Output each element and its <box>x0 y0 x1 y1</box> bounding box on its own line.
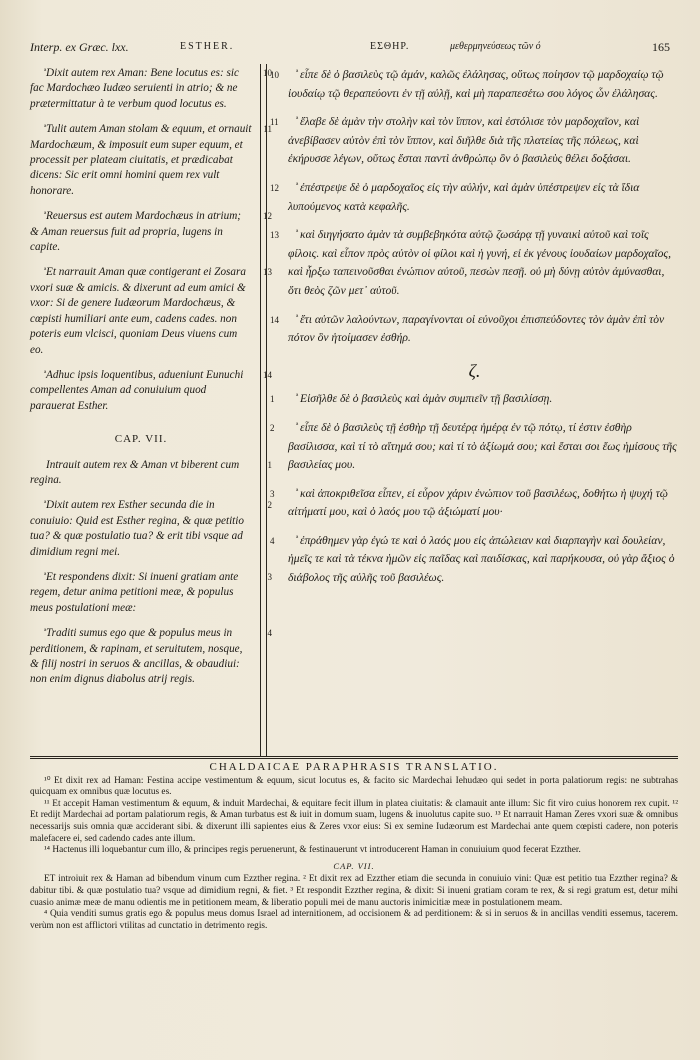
verse-number: 4 <box>270 535 275 546</box>
verse: 13 ª καὶ διηγήσατο ἀμὰν τὰ συμβεβηκότα αὐτῷ ζωσάρᾳ τῇ γυναικὶ αὐτοῦ καὶ τοῖς φίλοις. καὶ εἶπον πρὸς αὐτὸν οἱ φίλοι καὶ ἡ γυνή, εἰ ἐκ γένους ἰουδαίων μαρδοχαῖος, καὶ ἦρξω ταπεινοῦσθαι ἐνώπιον αὐτοῦ, πεσὼν πεσῇ. οὐ μὴ δύνῃ αὐτὸν ἀμύνασθαι, ὅτι θεὸς ζῶν μετ᾽ αὐτοῦ. <box>272 226 677 300</box>
verse-text: Dixit autem rex Esther secunda die in conuiuio: Quid est Esther regina, & quæ petitio tua? & quæ postulatio tua? & erit tibi vsque ad dimidium regni mei. <box>30 499 244 558</box>
verse-text: Εἰσῆλθε δὲ ὁ βασιλεὺς καὶ ἀμὰν συμπιεῖν τῇ βασιλίσσῃ. <box>300 392 553 406</box>
verse: ª Adhuc ipsis loquentibus, adueniunt Eunuchi compellentes Aman ad conuiuium quod parauerat Esther. 14 <box>30 368 252 414</box>
verse: ª Dixit autem rex Aman: Bene locutus es: sic fac Mardochæo Iudæo seruienti in atrio; & ne prætermittatur à te verbum quod locutus es. 10 <box>30 66 252 112</box>
verse <box>30 458 272 489</box>
verse-number: 13 <box>270 230 279 241</box>
verse-text: εἶπε δὲ ὁ βασιλεὺς τῷ ἀμάν, καλῶς ἐλάλησας, οὕτως ποίησον τῷ μαρδοχαίῳ τῷ ἰουδαίῳ τῷ θεραπεύοντι ἐν τῇ αὐλῇ, καὶ μὴ παραπεσέτω σου λόγος ὧν ἐλάλησας. <box>288 68 664 100</box>
verse: ª Reuersus est autem Mardochæus in atrium; & Aman reuersus fuit ad propria, lugens in capite. 12 <box>30 209 252 255</box>
verse: 12 ª ἐπέστρεψε δὲ ὁ μαρδοχαῖος εἰς τὴν αὐλήν, καὶ ἀμὰν ὑπέστρεψεν εἰς τὰ ἴδια λυπούμενος κατὰ κεφαλῆς. <box>272 179 677 216</box>
verse-number: 2 <box>267 500 272 511</box>
verse-text: ἐπράθημεν γὰρ ἐγώ τε καὶ ὁ λαός μου εἰς ἀπώλειαν καὶ διαρπαγὴν καὶ δουλείαν, ἡμεῖς τε καὶ τὰ τέκνα ἡμῶν εἰς παῖδας καὶ παιδίσκας, καὶ παρήκουσα, οὐ γὰρ ἄξιος ὁ διάβολος τῆς αὐλῆς τοῦ βασιλέως. <box>288 533 675 585</box>
running-head-book-greek: ΕΣΘΗΡ. <box>370 41 410 52</box>
verse: 3 ª καὶ ἀποκριθεῖσα εἶπεν, εἰ εὗρον χάριν ἐνώπιον τοῦ βασιλέως, δοθήτω ἡ ψυχή τῷ αἰτήματί μου, καὶ ὁ λαός μου τῷ ἀξιώματί μου· <box>272 485 677 522</box>
verse-text: καὶ διηγήσατο ἀμὰν τὰ συμβεβηκότα αὐτῷ ζωσάρᾳ τῇ γυναικὶ αὐτοῦ καὶ τοῖς φίλοις. καὶ εἶπον πρὸς αὐτὸν οἱ φίλοι καὶ ἡ γυνή, εἰ ἐκ γένους ἰουδαίων μαρδοχαῖος, καὶ ἦρξω ταπεινοῦσθαι ἐνώπιον αὐτοῦ, πεσὼν πεσῇ. οὐ μὴ δύνῃ αὐτὸν ἀμύνασθαι, ὅτι θεὸς ζῶν μετ᾽ αὐτοῦ. <box>288 228 672 297</box>
verse-number: 11 <box>263 124 272 135</box>
verse-number: 1 <box>270 394 275 405</box>
column-divider <box>266 64 267 756</box>
page-number: 165 <box>652 40 670 54</box>
chaldaic-paraphrase <box>30 762 678 932</box>
verse-number: 10 <box>270 70 279 80</box>
verse: ª Et narrauit Aman quæ contigerant ei Zosara vxori suæ & amicis. & dixerunt ad eum amici & vxor: Si de genere Iudæorum Mardochæus, & cœpisti humiliari ante eum, cadens cades. non poteris eum vlcisci, quoniam Deus viuens cum eo. 13 <box>30 265 252 357</box>
verse: 10 ª εἶπε δὲ ὁ βασιλεὺς τῷ ἀμάν, καλῶς ἐλάλησας, οὕτως ποίησον τῷ μαρδοχαίῳ τῷ ἰουδαίῳ τῷ θεραπεύοντι ἐν τῇ αὐλῇ, καὶ μὴ παραπεσέτω σου λόγος ὧν ἐλάλησας. <box>272 66 677 103</box>
verse-text: ἐπέστρεψε δὲ ὁ μαρδοχαῖος εἰς τὴν αὐλήν, καὶ ἀμὰν ὑπέστρεψεν εἰς τὰ ἴδια λυπούμενος κατὰ κεφαλῆς. <box>288 180 640 213</box>
verse-text: Reuersus est autem Mardochæus in atrium; & Aman reuersus fuit ad propria, lugens in capite. <box>30 210 242 254</box>
verse-text: ἔλαβε δὲ ἀμὰν τὴν στολὴν καὶ τὸν ἵππον, καὶ ἐστόλισε τὸν μαρδοχαῖον, καὶ ἀνεβίβασεν αὐτὸν ἐπὶ τὸν ἵππον, καὶ διῆλθε διὰ τῆς πλατείας τῆς πόλεως, καὶ ἐκήρυσσε λέγων, οὕτως ἔσται παντὶ ἀνθρώπῳ ὃν ὁ βασιλεὺς θέλει δοξάσαι. <box>288 115 640 166</box>
verse-text: καὶ ἀποκριθεῖσα εἶπεν, εἰ εὗρον χάριν ἐνώπιον τοῦ βασιλέως, δοθήτω ἡ ψυχή τῷ αἰτήματί μου, καὶ ὁ λαός μου τῷ ἀξιώματί μου· <box>288 486 668 519</box>
column-divider <box>260 64 261 756</box>
greek-column <box>272 66 677 598</box>
verse: 2 ª εἶπε δὲ ὁ βασιλεὺς τῇ ἐσθὴρ τῇ δευτέρᾳ ἡμέρᾳ ἐν τῷ πότῳ, τί ἐστιν ἐσθὴρ βασίλισσα, καὶ τί τὸ αἴτημά σου; καὶ τί τὸ ἀξίωμά σου; καὶ ἔσται σοι ἕως ἡμίσους τῆς βασιλείας μου. <box>272 419 677 475</box>
running-head <box>30 40 670 60</box>
verse-number: 2 <box>270 422 275 433</box>
verse-number: 14 <box>263 369 272 380</box>
verse-number: 13 <box>263 267 272 278</box>
verse: 4 ª ἐπράθημεν γὰρ ἐγώ τε καὶ ὁ λαός μου εἰς ἀπώλειαν καὶ διαρπαγὴν καὶ δουλείαν, ἡμεῖς τε καὶ τὰ τέκνα ἡμῶν εἰς παῖδας καὶ παιδίσκας, καὶ παρήκουσα, οὐ γὰρ ἄξιος ὁ διάβολος τῆς αὐλῆς τοῦ βασιλέως. <box>272 532 677 588</box>
chapter-heading-greek: ζ. <box>468 360 481 381</box>
verse: ª Traditi sumus ego que & populus meus in perditionem, & rapinam, et seruitutem, nosque, & filij nostri in seruos & ancillas, & obaudiui: non enim dignus diabolus atrij regis. 4 <box>30 626 252 688</box>
running-head-note: μεθερμηνεύσεως τῶν ό <box>450 41 541 52</box>
verse-number: 3 <box>270 488 275 499</box>
verse-number: 12 <box>270 182 279 193</box>
verse-number: 1 <box>267 459 272 470</box>
latin-column <box>30 66 272 698</box>
verse: 1 ª Εἰσῆλθε δὲ ὁ βασιλεὺς καὶ ἀμὰν συμπιεῖν τῇ βασιλίσσῃ. <box>272 390 677 409</box>
verse-text: Et narrauit Aman quæ contigerant ei Zosara vxori suæ & amicis. & dixerunt ad eum amici & vxor: Si de genere Iudæorum Mardochæus, & cœpisti humiliari ante eum, cadens cades. non poteris eum vlcisci, quoniam Deus viuens cum eo. <box>30 266 246 356</box>
paraphrase-paragraph: ⁴ Quia venditi sumus gratis ego & populus meus domus Israel ad internitionem, ad occisionem & ad perditionem: & si in seruos & in ancillas venditi essemus, tacerem. verùm non est afflictori vtilitas ad cunctatio in detrimento regis. <box>30 909 678 931</box>
paraphrase-heading: CHALDAICAE PARAPHRASIS TRANSLATIO. <box>209 761 499 773</box>
verse-text: Adhuc ipsis loquentibus, adueniunt Eunuchi compellentes Aman ad conuiuium quod parauerat Esther. <box>30 368 244 412</box>
verse-text: Dixit autem rex Aman: Bene locutus es: sic fac Mardochæo Iudæo seruienti in atrio; & ne prætermittatur à te verbum quod locutus es. <box>30 67 239 110</box>
verse: ª Et respondens dixit: Si inueni gratiam ante regem, detur anima petitioni meæ, & populus meus postulationi meæ: 3 <box>30 570 252 616</box>
verse-text: ἔτι αὐτῶν λαλούντων, παραγίνονται οἱ εὐνοῦχοι ἐπισπεύδοντες τὸν ἀμὰν ἐπὶ τὸν πότον ὃν ἡτοίμασεν ἐσθήρ. <box>288 312 665 345</box>
section-rule <box>30 756 678 757</box>
running-head-left: Interp. ex Græc. lxx. <box>30 40 129 54</box>
section-rule <box>30 758 678 759</box>
paraphrase-paragraph: ¹¹ Et accepit Haman vestimentum & equum, & induit Mardechai, & equitare fecit illum in platea ciuitatis: & clamauit ante illum: Sic fit viro cuius honorem rex cupit. ¹² Et redijt Mardechai ad portam palatiorum regis, & Aman turbatus est & iuit in domum suam, lugens & inuolutus capite suo. ¹³ Et narrauit Haman Zeres vxori suæ & omnibus necessarijs suis omnia quæ acciderant sibi. & dixerunt illi sapientes eius & Zeres vxor eius: Si ex semine Iudæorum est Mardechai ante quem cœpisti cadere, non poteris malefacere ei, sed cadendo cades ante illum. <box>30 798 678 844</box>
paraphrase-paragraph: ET introiuit rex & Haman ad bibendum vinum cum Ezzther regina. ² Et dixit rex ad Ezzther etiam die secunda in conuiuio vini: Quæ est petitio tua Ezzther regina? & dabitur tibi. & quæ postulatio tua? vsque ad dimidium regni, & fiet. ³ Et respondit Ezzther regina, & dixit: Si inueni gratiam coram te rex, & si regi gratum est, detur mihi cuasio animæ meæ de manu odientis me in petitionem meam, & liberatio populi mei de manu auctoris inimicitiæ meæ in postulationem meam. <box>30 874 678 908</box>
paraphrase-paragraph: ¹⁰ Et dixit rex ad Haman: Festina accipe vestimentum & equum, sicut locutus es, & facito sic Mardechai Iehudæo qui sedet in porta palatiorum regis: ne subtrahas quicquam ex omnibus quæ locutus es. <box>30 775 678 798</box>
verse-text: εἶπε δὲ ὁ βασιλεὺς τῇ ἐσθὴρ τῇ δευτέρᾳ ἡμέρᾳ ἐν τῷ πότῳ, τί ἐστιν ἐσθὴρ βασίλισσα, καὶ τί τὸ αἴτημά σου; καὶ τί τὸ ἀξίωμά σου; καὶ ἔσται σοι ἕως ἡμίσους τῆς βασιλείας μου. <box>288 420 677 472</box>
paraphrase-paragraph: ¹⁴ Hactenus illi loquebantur cum illo, & principes regis peruenerunt, & festinauerunt vt introducerent Haman in conuiuium quod fecerat Ezzther. <box>44 845 581 856</box>
verse-text: Traditi sumus ego que & populus meus in perditionem, & rapinam, et seruitutem, nosque, & filij nostri in seruos & ancillas, & obaudiui: non enim dignus diabolus atrij regis. <box>30 627 243 686</box>
verse-text: Et respondens dixit: Si inueni gratiam ante regem, detur anima petitioni meæ, & populus meus postulationi meæ: <box>30 570 239 614</box>
verse: 11 ª ἔλαβε δὲ ἀμὰν τὴν στολὴν καὶ τὸν ἵππον, καὶ ἐστόλισε τὸν μαρδοχαῖον, καὶ ἀνεβίβασεν αὐτὸν ἐπὶ τὸν ἵππον, καὶ διῆλθε διὰ τῆς πλατείας τῆς πόλεως, καὶ ἐκήρυσσε λέγων, οὕτως ἔσται παντὶ ἀνθρώπῳ ὃν ὁ βασιλεὺς θέλει δοξάσαι. <box>272 113 677 169</box>
verse-number: 14 <box>270 314 279 325</box>
verse-text: Intrauit autem rex & Aman vt biberent cum regina. <box>30 458 240 486</box>
verse-number: 3 <box>267 571 272 582</box>
running-head-book-latin: ESTHER. <box>180 41 235 52</box>
verse: ª Dixit autem rex Esther secunda die in conuiuio: Quid est Esther regina, & quæ petitio tua? & quæ postulatio tua? & erit tibi vsque ad dimidium regni mei. 2 <box>30 498 252 560</box>
verse-text: Tulit autem Aman stolam & equum, et ornauit Mardochæum, & imposuit eum super equum, et processit per plateam ciuitatis, et prædicabat dicens: Sic erit omni homini quem rex vult honorare. <box>30 123 252 197</box>
verse: 14 ª ἔτι αὐτῶν λαλούντων, παραγίνονται οἱ εὐνοῦχοι ἐπισπεύδοντες τὸν ἀμὰν ἐπὶ τὸν πότον ὃν ἡτοίμασεν ἐσθήρ. <box>272 311 677 348</box>
verse-number: 10 <box>263 68 272 78</box>
verse: ª Tulit autem Aman stolam & equum, et ornauit Mardochæum, & imposuit eum super equum, et processit per plateam ciuitatis, et prædicabat dicens: Sic erit omni homini quem rex vult honorare. 11 <box>30 122 252 199</box>
verse-number: 4 <box>267 628 272 639</box>
paraphrase-chapter-heading: CAP. VII. <box>333 860 375 871</box>
verse-number: 11 <box>270 117 279 128</box>
chapter-heading-latin: CAP. VII. <box>114 433 168 446</box>
verse-number: 12 <box>263 211 272 222</box>
